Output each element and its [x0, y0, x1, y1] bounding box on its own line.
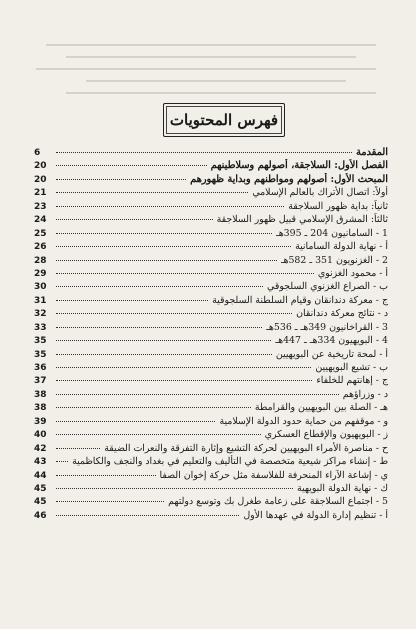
dot-leader [56, 420, 215, 422]
dot-leader [56, 178, 186, 180]
dot-leader [56, 353, 272, 355]
toc-entry-title: 5 - اجتماع السلاجقة على زعامة طغرل بك وتوسع دولتهم [168, 496, 388, 508]
toc-entry [34, 428, 388, 441]
toc-entry [34, 482, 388, 495]
toc-entry [34, 388, 388, 401]
toc-entry-title: أ - لمحة تاريخية عن البويهيين [275, 348, 388, 360]
dot-leader [56, 218, 213, 220]
toc-page-number: 20 [34, 161, 47, 172]
toc-entry-title: المقدمة [356, 147, 388, 158]
toc-entry-title: ط - إنشاء مراكز شيعية متخصصة في التأليف والتعليم في بغداد والنجف والكاظمية [72, 456, 388, 468]
table-of-contents [34, 146, 388, 522]
dot-leader [56, 379, 312, 381]
toc-page-number: 43 [34, 457, 47, 468]
toc-entry-title: المبحث الأول: أصولهم ومواطنهم وبداية ظهورهم [190, 173, 388, 185]
toc-entry [34, 173, 388, 186]
toc-entry [34, 280, 388, 293]
toc-page-number: 39 [34, 416, 47, 427]
toc-page-number: 20 [34, 174, 47, 185]
toc-entry-title: 2 - الغزنويون 351 ـ 582هـ [280, 254, 388, 266]
toc-entry-title: ج - معركة دندانقان وقيام السلطنة السلجوقية [212, 294, 388, 306]
toc-entry [34, 509, 388, 522]
toc-entry-title: هـ - الصلة بين البويهيين والقرامطة [254, 402, 388, 414]
toc-entry [34, 321, 388, 334]
toc-entry [34, 469, 388, 482]
toc-entry-title: 3 - القراخانيون 349هـ ـ 536هـ [266, 321, 388, 333]
toc-entry [34, 240, 388, 253]
toc-entry-title: ز - البويهيون والإقطاع العسكري [264, 429, 388, 441]
dot-leader [56, 393, 339, 395]
toc-entry-title: أولاً: اتصال الأتراك بالعالم الإسلامي [252, 187, 388, 199]
toc-entry-title: ب - تشيع البويهيين [315, 362, 388, 373]
dot-leader [56, 205, 284, 207]
toc-page-number: 25 [34, 228, 47, 239]
dot-leader [56, 487, 293, 489]
dot-leader [56, 447, 100, 449]
toc-entry [34, 227, 388, 240]
toc-entry [34, 348, 388, 361]
toc-page-number: 29 [34, 268, 47, 279]
toc-entry-title: د - نتائج معركة دندانقان [296, 308, 388, 320]
toc-page-number: 38 [34, 389, 47, 400]
dot-leader [56, 151, 352, 153]
toc-entry [34, 213, 388, 226]
toc-page-number: 33 [34, 322, 47, 333]
dot-leader [56, 232, 272, 234]
toc-entry-title: ك - نهاية الدولة البويهية [297, 482, 388, 494]
toc-entry [34, 146, 388, 159]
toc-page-number: 28 [34, 255, 47, 266]
dot-leader [56, 406, 251, 408]
dot-leader [56, 500, 164, 502]
toc-page-number: 42 [34, 443, 47, 454]
dot-leader [56, 245, 291, 247]
dot-leader [56, 460, 68, 462]
toc-title-frame [163, 103, 285, 137]
toc-page-number: 23 [34, 201, 47, 212]
dot-leader [56, 514, 239, 516]
page-title: فهرس المحتويات [169, 111, 279, 129]
toc-entry-title: الفصل الأول: السلاجقة، أصولهم وسلاطينهم [210, 160, 388, 172]
toc-entry-title: د - وزراؤهم [342, 388, 388, 400]
toc-entry-title: ح - مناصرة الأمراء البويهيين لحركة التشيع وإثارة التفرقة والنعرات الضيقة [104, 442, 388, 454]
toc-entry [34, 159, 388, 172]
toc-page-number: 31 [34, 295, 47, 306]
toc-entry-title: ي - إشاعة الآراء المنحرفة للفلاسفة مثل حركة إخوان الصفا [159, 469, 388, 481]
bleed-through-text [40, 40, 376, 100]
toc-entry [34, 200, 388, 213]
toc-entry [34, 495, 388, 508]
dot-leader [56, 259, 277, 261]
dot-leader [56, 326, 262, 328]
toc-page-number: 6 [34, 148, 41, 158]
dot-leader [56, 474, 156, 476]
dot-leader [56, 433, 261, 435]
dot-leader [56, 312, 292, 314]
toc-entry [34, 401, 388, 414]
toc-entry [34, 307, 388, 320]
toc-page-number: 35 [34, 349, 47, 360]
toc-page-number: 38 [34, 403, 47, 414]
toc-entry-title: ب - الصراع الغزنوي السلجوقي [267, 281, 388, 293]
toc-entry [34, 186, 388, 199]
toc-entry-title: أ - تنظيم إدارة الدولة في عهدها الأول [243, 509, 388, 521]
toc-page-number: 21 [34, 188, 47, 199]
toc-page-number: 24 [34, 215, 47, 226]
toc-page-number: 26 [34, 242, 47, 253]
toc-page-number: 32 [34, 309, 47, 320]
toc-entry-title: أ - محمود الغزنوي [317, 267, 388, 279]
toc-page-number: 40 [34, 430, 47, 441]
toc-page-number: 45 [34, 497, 47, 508]
toc-page-number: 44 [34, 470, 47, 481]
toc-entry-title: أ - نهاية الدولة السامانية [295, 241, 388, 253]
dot-leader [56, 285, 263, 287]
toc-entry-title: ج - إهانتهم للخلفاء [316, 375, 388, 387]
toc-page-number: 37 [34, 376, 47, 387]
toc-entry [34, 334, 388, 347]
toc-page-number: 35 [34, 336, 47, 347]
dot-leader [56, 164, 207, 166]
toc-page-number: 46 [34, 510, 47, 521]
toc-page-number: 36 [34, 363, 47, 373]
dot-leader [56, 191, 248, 193]
toc-entry-title: 4 - البويهيون 334هـ ـ 447هـ [275, 335, 388, 347]
toc-entry [34, 442, 388, 455]
dot-leader [56, 339, 271, 341]
toc-entry-title: 1 - السامانيون 204 ـ 395هـ [275, 227, 388, 239]
toc-entry [34, 374, 388, 387]
toc-entry-title: ثانياً: بداية ظهور السلاجقة [288, 200, 388, 212]
toc-entry [34, 415, 388, 428]
toc-entry [34, 361, 388, 374]
dot-leader [56, 366, 311, 368]
toc-entry [34, 254, 388, 267]
toc-entry [34, 455, 388, 468]
toc-entry [34, 294, 388, 307]
toc-entry-title: ثالثاً: المشرق الإسلامي قبيل ظهور السلاجقة [216, 214, 388, 226]
dot-leader [56, 272, 314, 274]
dot-leader [56, 299, 208, 301]
toc-page-number: 45 [34, 483, 47, 494]
toc-entry-title: و - موقفهم من حماية حدود الدولة الإسلامية [219, 415, 388, 427]
toc-entry [34, 267, 388, 280]
toc-page-number: 30 [34, 282, 47, 293]
